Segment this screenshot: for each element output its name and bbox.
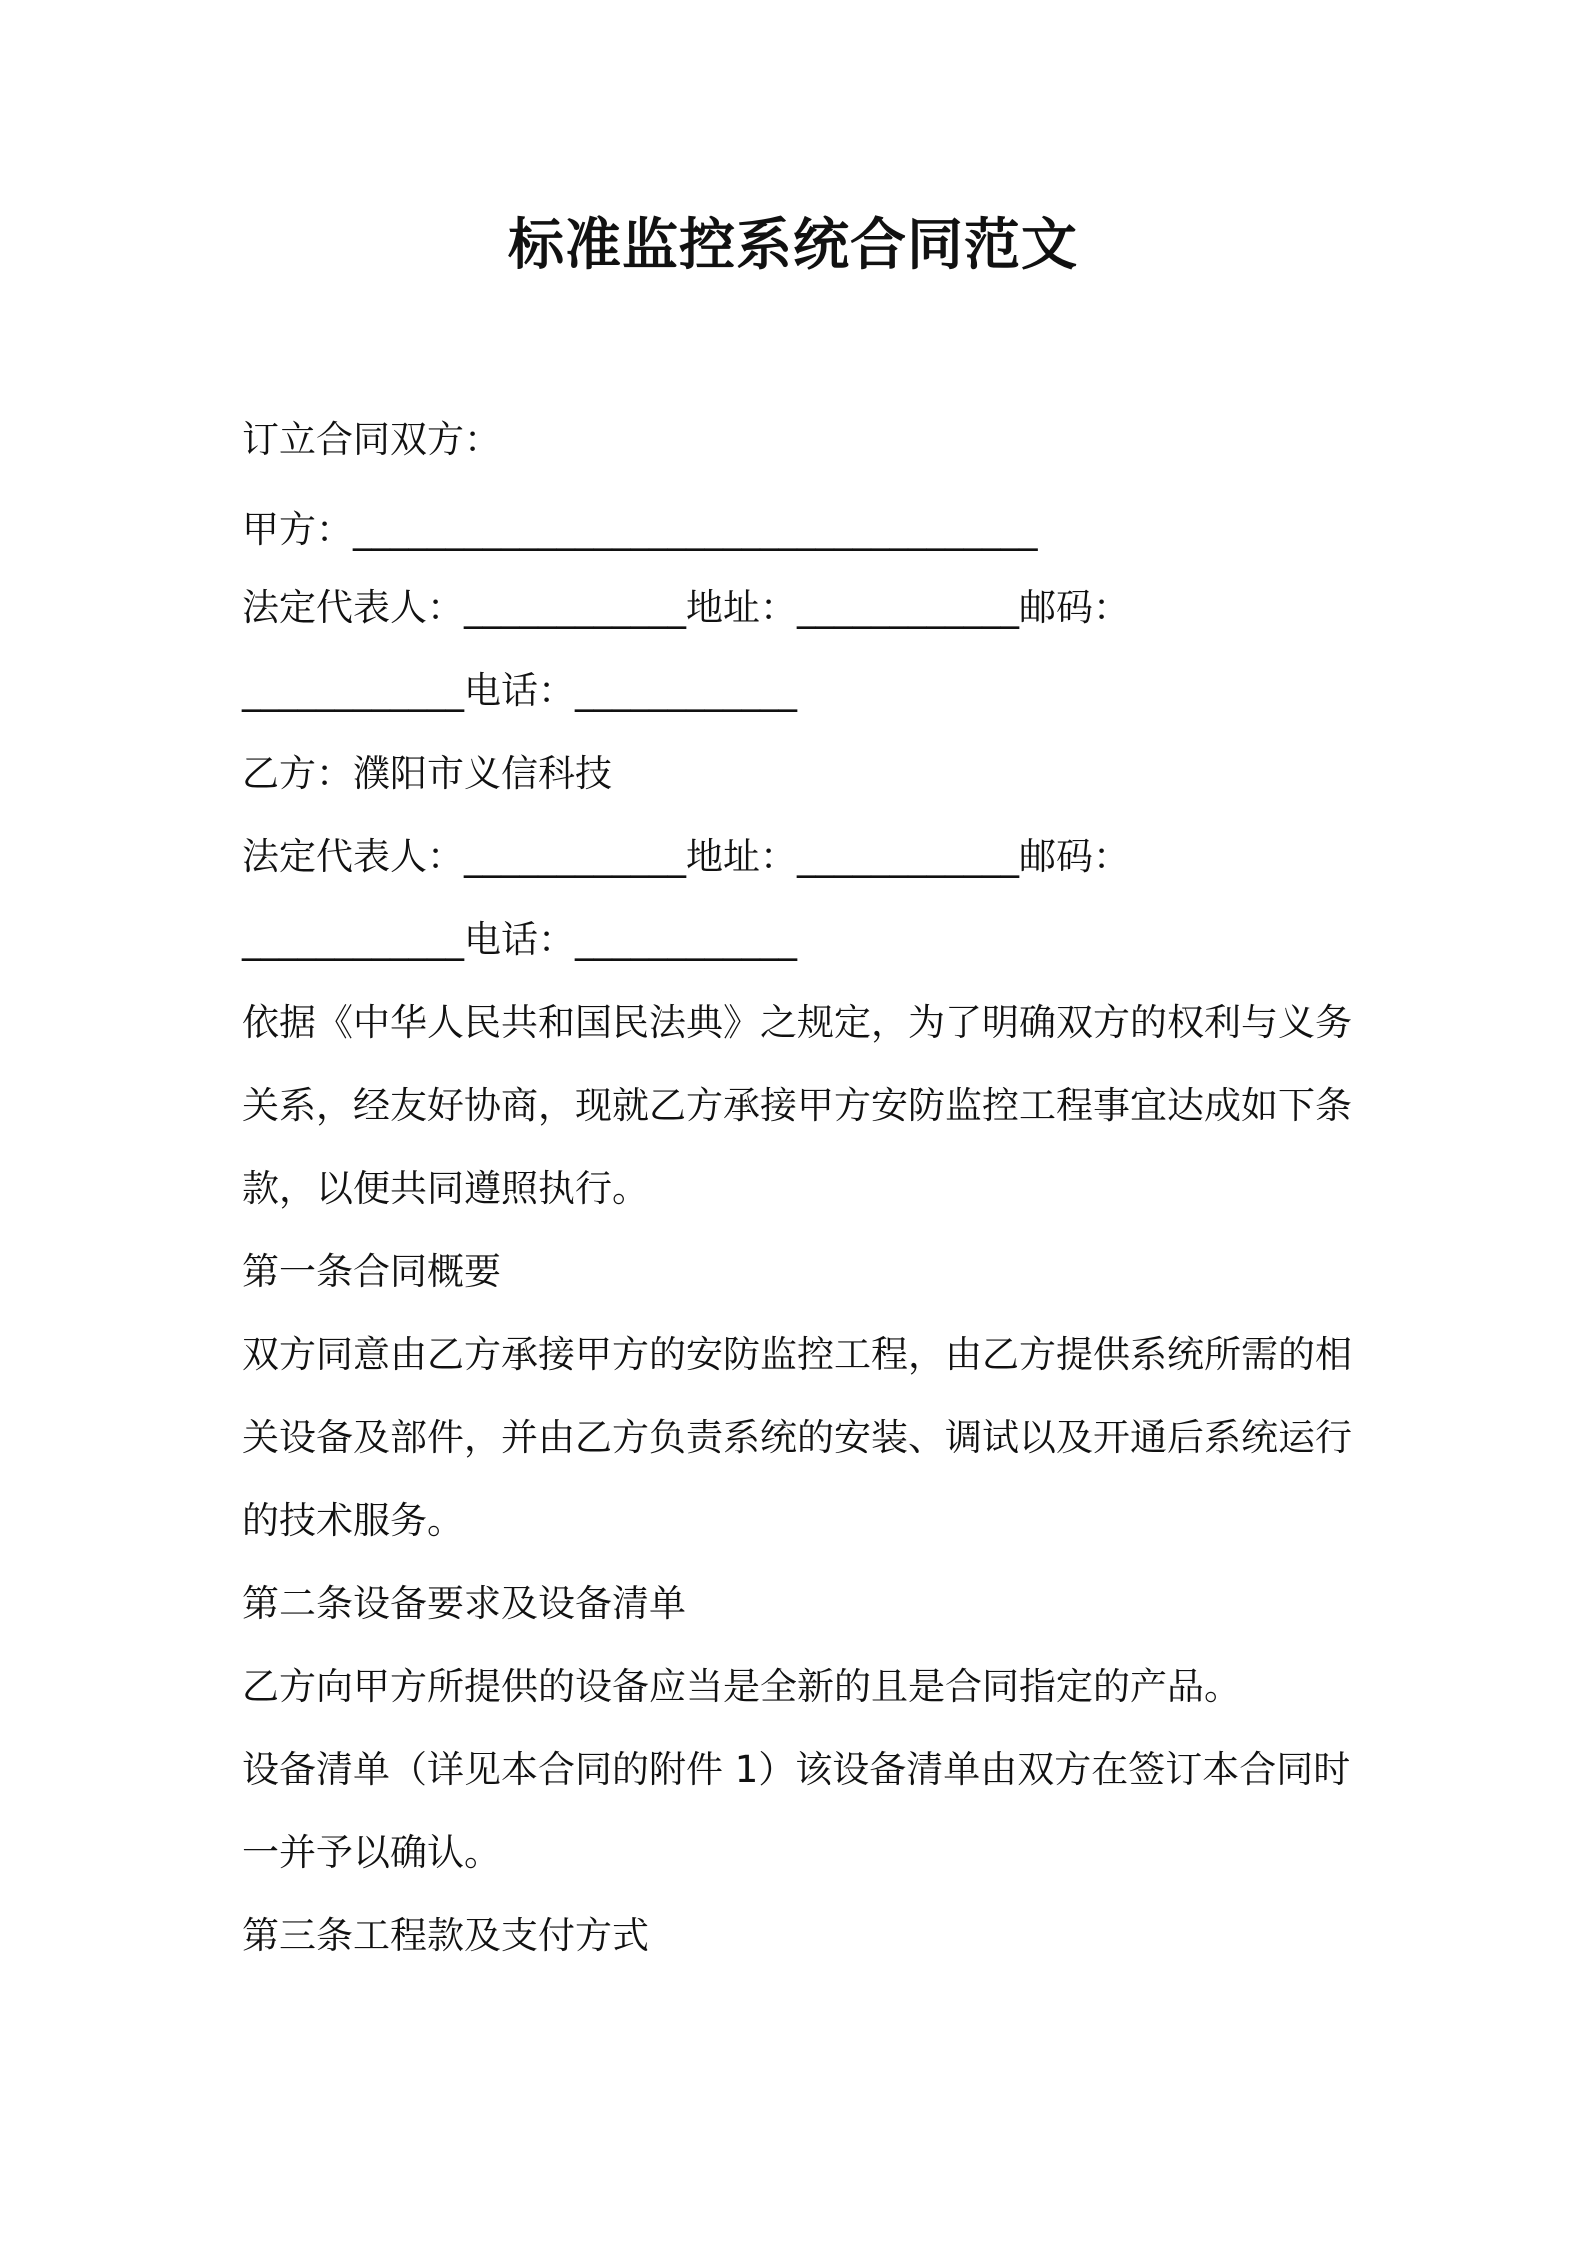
party-a-phone-line: ____________电话：____________ xyxy=(242,669,797,712)
article-1-heading: 第一条合同概要 xyxy=(242,1250,501,1293)
article-2-line-2: 设备清单（详见本合同的附件 1）该设备清单由双方在签订本合同时 xyxy=(242,1748,1351,1791)
preamble-line-2: 关系，经友好协商，现就乙方承接甲方安防监控工程事宜达成如下条 xyxy=(242,1084,1352,1127)
article-2-line-3: 一并予以确认。 xyxy=(242,1831,501,1874)
parties-heading: 订立合同双方： xyxy=(242,418,501,461)
party-b-phone-line: ____________电话：____________ xyxy=(242,918,797,961)
article-1-line-1: 双方同意由乙方承接甲方的安防监控工程，由乙方提供系统所需的相 xyxy=(242,1333,1352,1376)
party-a-line: 甲方：_____________________________________ xyxy=(242,508,1038,551)
article-1-line-3: 的技术服务。 xyxy=(242,1499,464,1542)
document-title: 标准监控系统合同范文 xyxy=(508,213,1078,278)
article-3-heading: 第三条工程款及支付方式 xyxy=(242,1914,649,1957)
article-1-line-2: 关设备及部件，并由乙方负责系统的安装、调试以及开通后系统运行 xyxy=(242,1416,1352,1459)
party-b-line: 乙方：濮阳市义信科技 xyxy=(242,752,612,795)
article-2-heading: 第二条设备要求及设备清单 xyxy=(242,1582,686,1625)
article-2-line-1: 乙方向甲方所提供的设备应当是全新的且是合同指定的产品。 xyxy=(242,1665,1241,1708)
preamble-line-3: 款，以便共同遵照执行。 xyxy=(242,1167,649,1210)
preamble-line-1: 依据《中华人民共和国民法典》之规定，为了明确双方的权利与义务 xyxy=(242,1001,1352,1044)
party-b-representative-line: 法定代表人：____________地址：____________邮码： xyxy=(242,835,1130,878)
party-a-representative-line: 法定代表人：____________地址：____________邮码： xyxy=(242,586,1130,629)
